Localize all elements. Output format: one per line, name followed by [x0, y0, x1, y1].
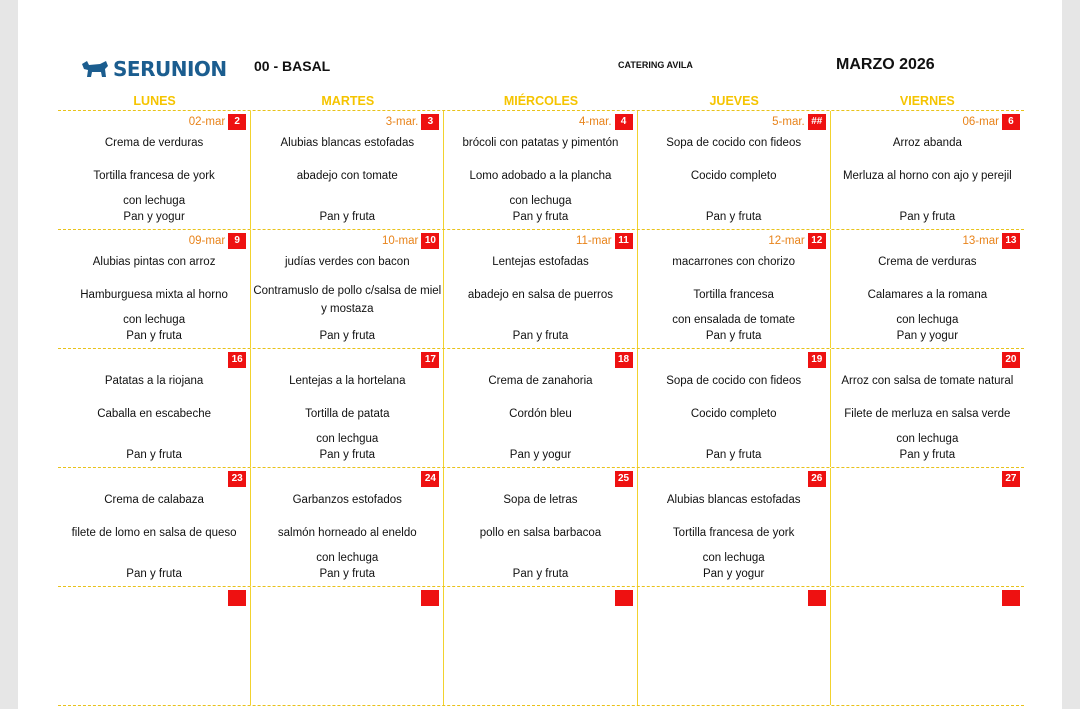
dessert: Pan y fruta — [512, 330, 569, 342]
first-course: Crema de verduras — [104, 137, 204, 149]
day-date — [1002, 352, 1020, 368]
day-date — [228, 590, 246, 606]
day-cell — [251, 468, 444, 586]
date-badge: 25 — [615, 471, 633, 487]
day-cell — [831, 349, 1024, 467]
day-cell — [444, 349, 637, 467]
first-course: Sopa de cocido con fideos — [666, 137, 802, 149]
date-label: 10-mar — [381, 235, 419, 247]
date-label: 11-mar — [575, 235, 612, 247]
day-date — [421, 590, 439, 606]
dessert: Pan y fruta — [705, 211, 762, 223]
date-badge: 3 — [421, 114, 439, 130]
date-badge: 26 — [808, 471, 826, 487]
dessert: Pan y fruta — [705, 449, 762, 461]
side-dish: con lechuga — [316, 552, 379, 564]
day-cell — [58, 230, 251, 348]
weekday-header: MARTES — [321, 94, 375, 108]
day-date — [772, 114, 826, 130]
first-course: Garbanzos estofados — [292, 494, 402, 506]
serunion-logo — [80, 56, 227, 82]
second-course: pollo en salsa barbacoa — [479, 527, 602, 539]
day-date — [228, 471, 246, 487]
dessert: Pan y fruta — [899, 449, 956, 461]
dessert: Pan y fruta — [319, 568, 376, 580]
first-course: Alubias pintas con arroz — [92, 256, 216, 268]
first-course: Patatas a la riojana — [104, 375, 204, 387]
date-label: 13-mar — [962, 235, 999, 247]
catering-name: CATERING AVILA — [618, 60, 693, 70]
day-date — [808, 471, 826, 487]
day-cell — [251, 349, 444, 467]
date-badge — [421, 590, 439, 606]
second-course: filete de lomo en salsa de queso — [71, 527, 237, 539]
day-date — [768, 233, 825, 249]
date-badge: 9 — [228, 233, 246, 249]
calendar-week — [58, 110, 1024, 229]
second-course: Cocido completo — [690, 170, 777, 182]
date-badge: 20 — [1002, 352, 1020, 368]
weekday-header: JUEVES — [709, 94, 759, 108]
date-badge: 27 — [1002, 471, 1020, 487]
date-label: 5-mar. — [772, 116, 805, 128]
weekday-header: LUNES — [133, 94, 176, 108]
day-cell — [638, 468, 831, 586]
first-course: brócoli con patatas y pimentón — [462, 137, 619, 149]
date-label: 4-mar. — [578, 116, 612, 128]
dessert: Pan y yogur — [123, 211, 185, 223]
day-date — [1002, 471, 1020, 487]
day-cell — [444, 111, 637, 229]
date-badge: 24 — [421, 471, 439, 487]
day-cell — [444, 587, 637, 705]
day-cell — [251, 111, 444, 229]
date-label: 12-mar — [768, 235, 805, 247]
date-badge: ## — [808, 114, 826, 130]
day-date — [386, 114, 440, 130]
day-cell — [58, 468, 251, 586]
side-dish: con lechuga — [123, 195, 186, 207]
day-date — [963, 114, 1020, 130]
day-cell — [251, 230, 444, 348]
dessert: Pan y fruta — [319, 211, 376, 223]
second-course: Tortilla de patata — [305, 408, 390, 420]
date-badge: 16 — [228, 352, 246, 368]
day-cell — [638, 587, 831, 705]
date-badge: 17 — [421, 352, 439, 368]
second-course: Hamburguesa mixta al horno — [80, 289, 228, 301]
calendar-week — [58, 467, 1024, 586]
weekday-header: VIERNES — [899, 94, 955, 108]
first-course: Crema de calabaza — [104, 494, 204, 506]
day-date — [615, 590, 633, 606]
date-label: 02-mar — [188, 116, 226, 128]
second-course: Tortilla francesa de york — [672, 527, 795, 539]
first-course: Arroz abanda — [892, 137, 962, 149]
day-date — [228, 352, 246, 368]
day-date — [615, 352, 633, 368]
first-course: macarrones con chorizo — [672, 256, 796, 268]
day-cell — [251, 587, 444, 705]
date-badge — [808, 590, 826, 606]
first-course: Lentejas a la hortelana — [289, 375, 406, 387]
day-date — [421, 352, 439, 368]
day-date — [1002, 590, 1020, 606]
day-date — [808, 590, 826, 606]
day-date — [189, 233, 246, 249]
second-course: Lomo adobado a la plancha — [469, 170, 612, 182]
menu-name: 00 - BASAL — [254, 58, 331, 74]
date-badge: 12 — [808, 233, 826, 249]
day-date — [576, 233, 633, 249]
day-cell — [58, 349, 251, 467]
first-course: Arroz con salsa de tomate natural — [841, 375, 1014, 387]
calendar-week — [58, 348, 1024, 467]
side-dish: con lechuga — [702, 552, 765, 564]
second-course: Merluza al horno con ajo y perejil — [842, 170, 1012, 182]
second-course: abadejo en salsa de puerros — [467, 289, 614, 301]
side-dish: con lechgua — [316, 433, 379, 445]
day-cell — [638, 349, 831, 467]
second-course: Contramuslo de pollo c/salsa de miel y mostaza — [253, 285, 442, 315]
day-date — [963, 233, 1020, 249]
date-badge: 11 — [615, 233, 633, 249]
dessert: Pan y yogur — [896, 330, 959, 342]
day-cell — [444, 468, 637, 586]
side-dish: con lechuga — [123, 314, 186, 326]
month-title: MARZO 2026 — [836, 56, 935, 73]
day-cell — [831, 230, 1024, 348]
dessert: Pan y fruta — [319, 330, 376, 342]
calendar-week — [58, 229, 1024, 348]
day-cell — [638, 230, 831, 348]
date-badge — [1002, 590, 1020, 606]
day-cell — [444, 230, 637, 348]
day-cell — [831, 587, 1024, 705]
menu-header — [18, 50, 1062, 86]
side-dish: con lechuga — [896, 433, 959, 445]
date-badge: 2 — [228, 114, 246, 130]
date-badge: 10 — [421, 233, 439, 249]
date-label: 06-mar — [962, 116, 999, 128]
day-date — [189, 114, 246, 130]
date-label: 09-mar — [188, 235, 226, 247]
first-course: Alubias blancas estofadas — [280, 137, 415, 149]
weekday-header: MIÉRCOLES — [503, 94, 579, 108]
dessert: Pan y fruta — [319, 449, 376, 461]
date-badge: 13 — [1002, 233, 1020, 249]
dessert: Pan y fruta — [899, 211, 956, 223]
dessert: Pan y fruta — [512, 568, 569, 580]
dessert: Pan y fruta — [126, 568, 182, 580]
day-cell — [831, 468, 1024, 586]
date-badge: 23 — [228, 471, 246, 487]
dessert: Pan y fruta — [705, 330, 762, 342]
date-label: 3-mar. — [385, 116, 419, 128]
day-date — [579, 114, 633, 130]
day-date — [808, 352, 826, 368]
side-dish: con ensalada de tomate — [672, 314, 796, 326]
date-badge: 19 — [808, 352, 826, 368]
second-course: Caballa en escabeche — [97, 408, 211, 420]
day-cell — [831, 111, 1024, 229]
first-course: Sopa de letras — [503, 494, 578, 506]
menu-page — [18, 0, 1062, 709]
date-badge: 6 — [1002, 114, 1020, 130]
date-badge: 18 — [615, 352, 633, 368]
second-course: salmón horneado al eneldo — [277, 527, 417, 539]
logo-text: SERUNION — [113, 57, 227, 81]
date-badge — [615, 590, 633, 606]
dessert: Pan y yogur — [509, 449, 572, 461]
second-course: Cocido completo — [690, 408, 777, 420]
second-course: Cordón bleu — [509, 408, 572, 420]
menu-calendar — [58, 94, 1024, 706]
second-course: Tortilla francesa — [693, 289, 774, 301]
day-date — [615, 471, 633, 487]
side-dish: con lechuga — [896, 314, 959, 326]
dessert: Pan y fruta — [126, 449, 182, 461]
day-cell — [58, 587, 251, 705]
bull-icon — [80, 58, 110, 80]
day-date — [382, 233, 439, 249]
day-cell — [638, 111, 831, 229]
second-course: Tortilla francesa de york — [93, 170, 215, 182]
side-dish: con lechuga — [509, 195, 572, 207]
day-date — [421, 471, 439, 487]
calendar-weeks — [58, 110, 1024, 706]
calendar-week — [58, 586, 1024, 706]
second-course: Calamares a la romana — [867, 289, 988, 301]
weekday-headers — [58, 94, 1024, 110]
second-course: Filete de merluza en salsa verde — [844, 408, 1011, 420]
dessert: Pan y yogur — [702, 568, 765, 580]
date-badge — [228, 590, 246, 606]
second-course: abadejo con tomate — [296, 170, 398, 182]
first-course: Crema de zanahoria — [488, 375, 593, 387]
dessert: Pan y fruta — [126, 330, 182, 342]
day-cell — [58, 111, 251, 229]
date-badge: 4 — [615, 114, 633, 130]
first-course: Alubias blancas estofadas — [666, 494, 801, 506]
first-course: Crema de verduras — [878, 256, 977, 268]
first-course: judías verdes con bacon — [284, 256, 410, 268]
first-course: Lentejas estofadas — [492, 256, 589, 268]
first-course: Sopa de cocido con fideos — [666, 375, 802, 387]
dessert: Pan y fruta — [512, 211, 569, 223]
